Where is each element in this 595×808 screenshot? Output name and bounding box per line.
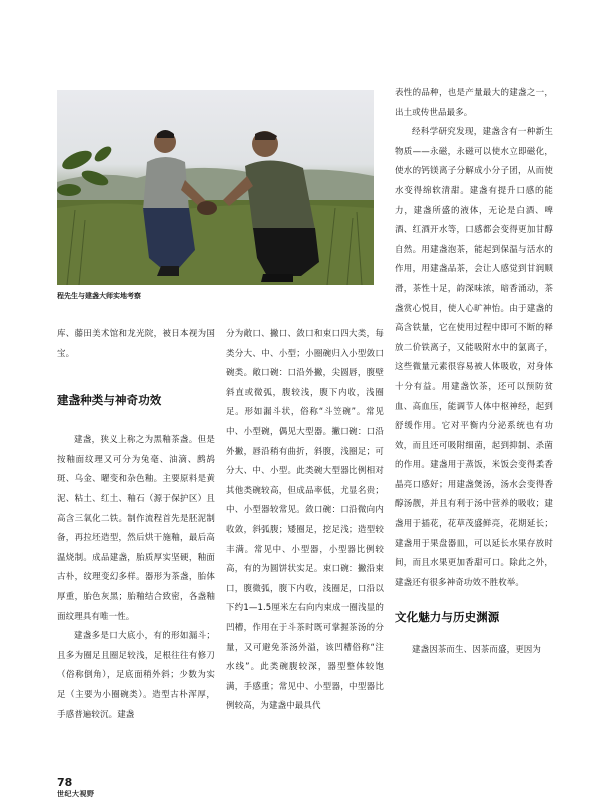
column-2 [226, 325, 384, 717]
column-3 [395, 84, 553, 661]
paragraph: 建盏，狭义上称之为黑釉茶盏。但是按釉面纹理又可分为兔毫、油滴、鹧鸪斑、乌金、曜变和杂色釉。主要原料是黄泥、粘土、红土、釉石（源于保护区）且高含三氧化二铁。制作流程首先是胚泥制备，再拉坯造型，然后烘干施釉，最后高温烧制。成品建盏，胎质厚实坚硬，釉面古朴，纹理变幻多样。器形为茶盏，胎体厚重，胎色灰黑；胎釉结合致密，各盏釉面纹理具有唯一性。 [57, 435, 215, 622]
section-heading: 建盏种类与神奇功效 [57, 393, 162, 408]
photo-caption: 程先生与建盏大师实地考察 [57, 292, 141, 300]
paragraph: 库、藤田美术馆和龙光院，被日本视为国宝。 [57, 329, 215, 359]
paragraph: 分为敞口、撇口、敛口和束口四大类，每类分大、中、小型；小圈碗归入小型敛口碗类。敞口碗：口沿外撇，尖圆唇，腹壁斜直或微弧，腹较浅，腹下内收，浅圈足。形如漏斗状，俗称“斗笠碗”。常见中、小型碗，偶见大型器。撇口碗：口沿外撇，唇沿稍有曲折，斜腹，浅圈足；可分大、中、小型。此类碗大型器比例相对其他类碗较高，但成品率低，尤显名贵；中、小型器较常见。敛口碗：口沿微向内收敛，斜弧腹；矮圈足，挖足浅；造型较丰满。常见中、小型器，小型器比例较高，有的为圆饼状实足。束口碗：撇沿束口，腹微弧，腹下内收，浅圈足，口沿以下约1—1.5厘米左右向内束成一圈浅显的凹槽，作用在于斗茶时既可掌握茶汤的分量，又可避免茶汤外溢，该凹槽俗称“注水线”。此类碗腹较深，器型整体较饱满，手感重；常见中、小型器，中型器比例较高，为建盏中最具代 [226, 329, 384, 712]
paragraph: 建盏多是口大底小，有的形如漏斗；且多为圈足且圈足较浅，足根往往有修刀（俗称倒角），足底面稍外斜；少数为实足（主要为小圈碗类）。造型古朴浑厚，手感普遍较沉。建盏 [57, 631, 215, 720]
page-number: 78 [57, 776, 73, 789]
paragraph: 表性的品种，也是产量最大的建盏之一，出土或传世品最多。 [395, 88, 553, 118]
paragraph: 经科学研究发现，建盏含有一种新生物质——永磁，永磁可以使水立即磁化，使水的钙镁离子分解成小分子团，从而使水变得绵软清甜。建盏有提升口感的能力，建盏所盛的液体，无论是白酒、啤酒、红酒开水等，口感都会变得更加甘醇自然。用建盏泡茶，能起到保温与活水的作用，用建盏品茶，会让人感觉到甘润顺滑，茶性十足，韵深味浓，暗香涌动，茶盏赏心悦目，使人心旷神怡。由于建盏的高含铁量，它在使用过程中即可不断的释放二价铁离子，又能吸附水中的氯离子，这些微量元素很容易被人体吸收，对身体十分有益。用建盏饮茶，还可以预防贫血、高血压，能调节人体中枢神经，起到舒缓作用。它对平衡内分泌系统也有功效，而且还可吸附细菌，起到抑制、杀菌的作用。建盏用于蒸饭，米饭会变得柔香晶亮口感好；用建盏煲汤，汤水会变得香醇汤靓，并且有利于汤中营养的吸收；建盏用于插花，花草茂盛鲜亮，花期延长；建盏用于果盘器皿，可以延长水果存放时间，而且水果更加香甜可口。除此之外，建盏还有很多神奇功效不胜枚举。 [395, 127, 553, 588]
article-photo [57, 90, 374, 285]
paragraph: 建盏因茶而生、因茶而盛，更因为 [412, 645, 542, 656]
column-1 [57, 325, 215, 725]
magazine-name: 世纪大视野 [57, 790, 95, 798]
section-heading: 文化魅力与历史渊源 [395, 610, 500, 625]
